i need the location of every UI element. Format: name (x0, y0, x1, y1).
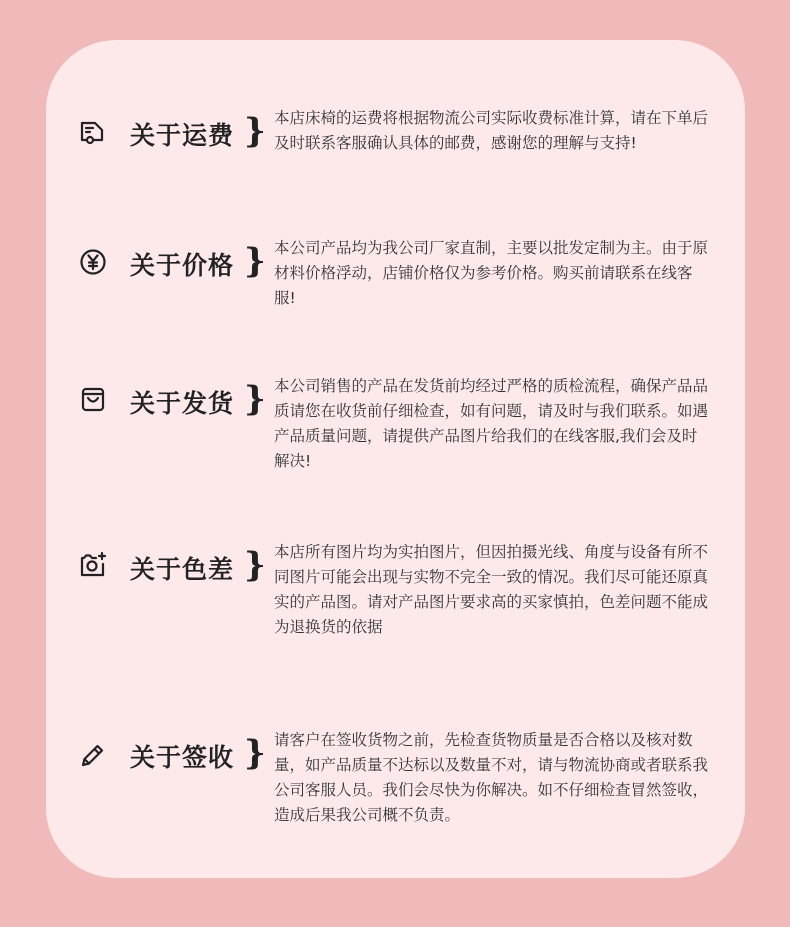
section-title: 关于发货 (130, 389, 235, 418)
info-card (46, 40, 745, 878)
brace-glyph: } (244, 379, 266, 419)
section-text: 本店所有图片均为实拍图片，但因拍摄光线、角度与设备有所不同图片可能会出现与实物不完全一致的情况。我们尽可能还原真实的产品图。请对产品图片要求高的买家慎拍，色差问题不能成为退换货的依据 (274, 543, 709, 636)
truck-icon (78, 118, 108, 148)
section-title: 关于价格 (130, 251, 235, 280)
section-title: 关于色差 (130, 555, 235, 584)
section-title: 关于签收 (130, 743, 235, 772)
pencil-icon (78, 740, 108, 770)
yen-circle-icon (78, 247, 108, 277)
section-text: 本公司产品均为我公司厂家直制，主要以批发定制为主。由于原材料价格浮动，店铺价格仅为参考价格。购买前请联系在线客服! (274, 239, 709, 307)
section-text: 请客户在签收货物之前，先检查货物质量是否合格以及核对数量，如产品质量不达标以及数量不对，请与物流协商或者联系我公司客服人员。我们会尽快为你解决。如不仔细检查冒然签收，造成后果我公司概不负责。 (274, 731, 709, 824)
section-text: 本公司销售的产品在发货前均经过严格的质检流程，确保产品品质请您在收货前仔细检查，如有问题，请及时与我们联系。如遇产品质量问题，请提供产品图片给我们的在线客服,我们会及时解决! (274, 377, 709, 470)
shopping-bag-icon (78, 384, 108, 414)
brace-glyph: } (244, 241, 266, 281)
section-text: 本店床椅的运费将根据物流公司实际收费标准计算，请在下单后及时联系客服确认具体的邮费，感谢您的理解与支持! (274, 109, 709, 152)
brace-glyph: } (244, 545, 266, 585)
brace-glyph: } (244, 733, 266, 773)
section-title: 关于运费 (130, 121, 235, 150)
brace-glyph: } (244, 111, 266, 151)
camera-icon (78, 550, 108, 580)
